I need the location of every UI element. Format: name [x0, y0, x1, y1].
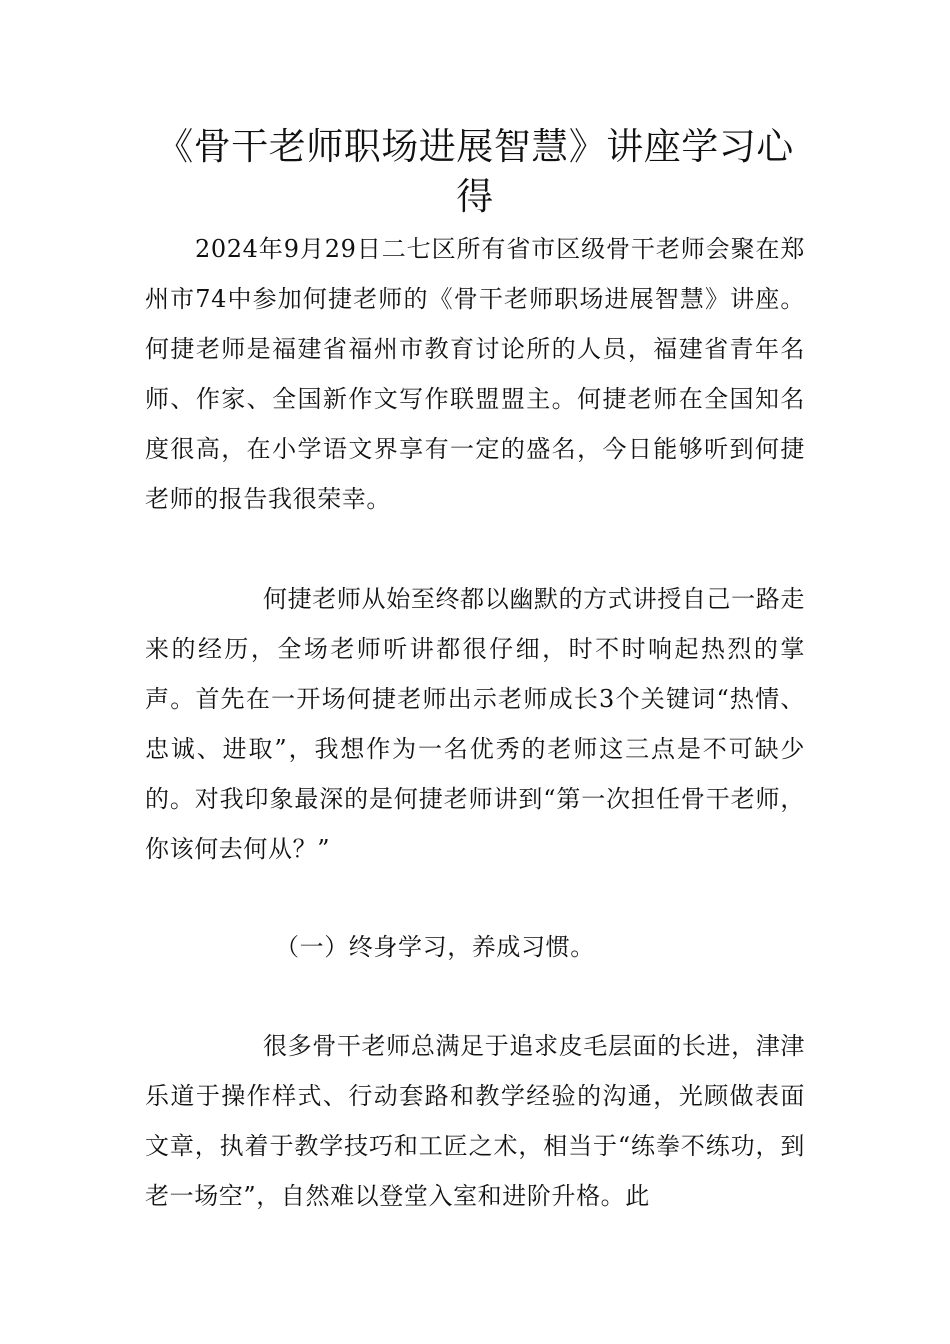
paragraph-intro: 2024年9月29日二七区所有省市区级骨干老师会聚在郑州市74中参加何捷老师的《骨干老师职场进展智慧》讲座。何捷老师是福建省福州市教育讨论所的人员，福建省青年名师、作家、全国新作文写作联盟盟主。何捷老师在全国知名度很高，在小学语文界享有一定的盛名，今日能够听到何捷老师的报告我很荣幸。 — [145, 235, 805, 513]
paragraph-lecture-style: 何捷老师从始至终都以幽默的方式讲授自己一路走来的经历，全场老师听讲都很仔细，时不时响起热烈的掌声。首先在一开场何捷老师出示老师成长3个关键词“热情、忠诚、进取”，我想作为一名优秀的老师这三点是不可缺少的。对我印象最深的是何捷老师讲到“第一次担任骨干老师，你该何去何从？” — [145, 585, 805, 863]
document-title: 《骨干老师职场进展智慧》讲座学习心得 — [156, 125, 794, 218]
section-heading-lifelong-learning: （一）终身学习，养成习惯。 — [275, 933, 595, 961]
paragraph-lifelong-learning: 很多骨干老师总满足于追求皮毛层面的长进，津津乐道于操作样式、行动套路和教学经验的沟通，光顾做表面文章，执着于教学技巧和工匠之术，相当于“练拳不练功，到老一场空”，自然难以登堂入室和进阶升格。此 — [145, 1032, 805, 1210]
